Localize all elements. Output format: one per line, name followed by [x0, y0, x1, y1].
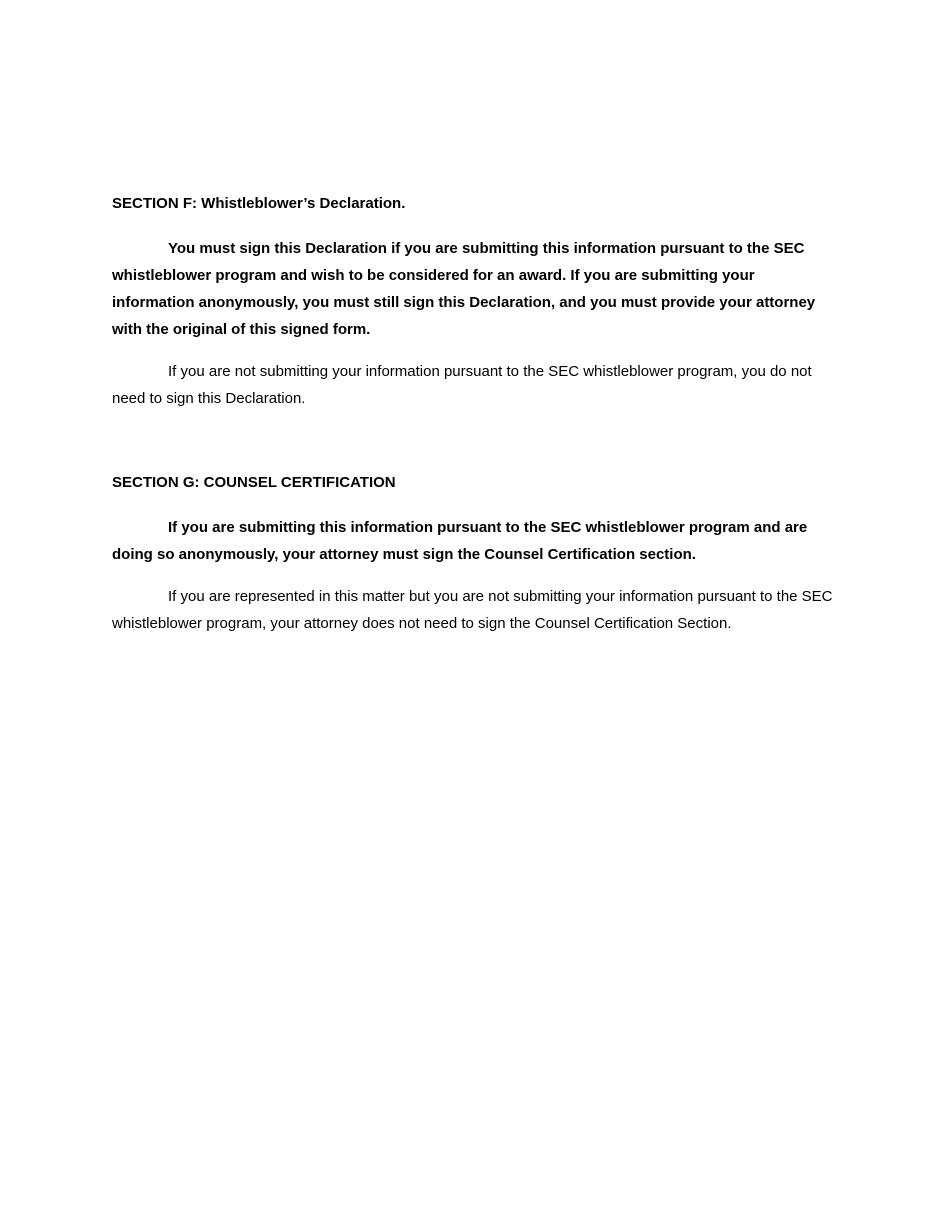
section-g	[112, 472, 838, 637]
section-g-instruction-bold: If you are submitting this information pursuant to the SEC whistleblower program and are doing so anonymously, your attorney must sign the Counsel Certification section.	[112, 519, 808, 563]
section-f-instruction: If you are not submitting your information pursuant to the SEC whistleblower program, you do not need to sign this Declaration.	[112, 363, 812, 407]
section-g-instruction: If you are represented in this matter but you are not submitting your information pursuant to the SEC whistleblower program, your attorney does not need to sign the Counsel Certification Section.	[112, 588, 833, 632]
section-f-instruction-bold: You must sign this Declaration if you are submitting this information pursuant to the SEC whistleblower program and wish to be considered for an award. If you are submitting your information anonymously, you must still sign this Declaration, and you must provide your attorney with the original of this signed form.	[112, 240, 816, 338]
section-f-heading: SECTION F: Whistleblower’s Declaration.	[112, 195, 406, 212]
section-g-heading: SECTION G: COUNSEL CERTIFICATION	[112, 474, 396, 491]
document-page	[112, 193, 838, 637]
section-f	[112, 193, 838, 412]
